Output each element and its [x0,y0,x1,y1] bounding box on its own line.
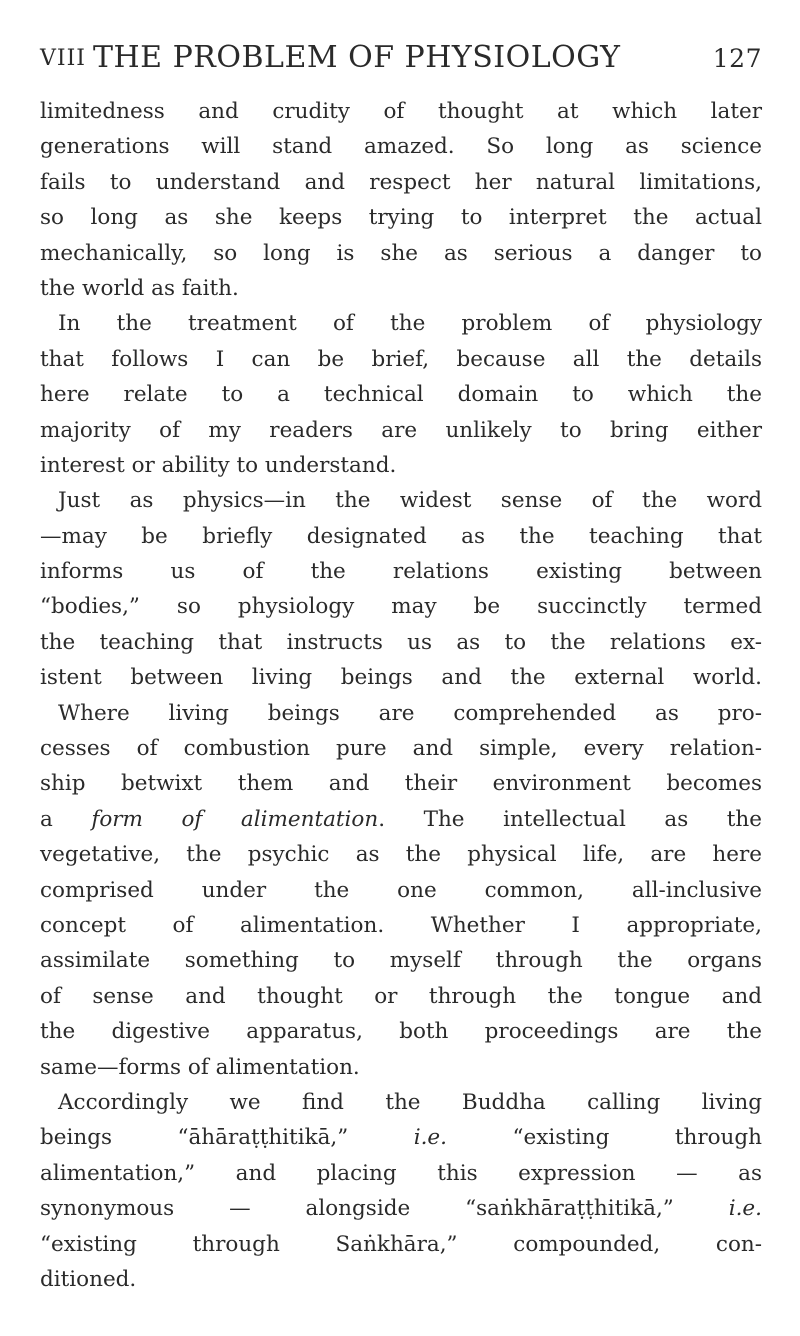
text-line: “bodies,” so physiology may be succinctly termed [40,594,762,620]
text-line: the world as faith. [40,275,239,301]
text-line: the digestive apparatus, both proceedings are the [40,1019,762,1045]
text-line: comprised under the one common, all-inclusive [40,877,762,903]
text-line: “existing through Saṅkhāra,” compounded, con- [40,1231,762,1257]
text-line: majority of my readers are unlikely to bring either [40,417,762,443]
book-page [40,0,762,1336]
chapter-number: VIII [40,46,86,71]
text-line: cesses of combustion pure and simple, every relation- [40,736,762,762]
text-line: vegetative, the psychic as the physical life, are here [40,842,762,868]
text-line: istent between living beings and the external world. [40,665,762,691]
text-line: so long as she keeps trying to interpret the actual [40,205,762,231]
running-header [40,40,762,90]
text-line: —may be briefly designated as the teaching that [40,523,762,549]
text-line: concept of alimentation. Whether I appropriate, [40,912,762,938]
text-line: alimentation,” and placing this expression — as [40,1160,762,1186]
text-line: interest or ability to understand. [40,452,397,478]
text-line: synonymous — alongside “saṅkhāraṭṭhitikā,” i.e. [40,1196,762,1222]
text-line: of sense and thought or through the tongue and [40,983,762,1009]
text-line: a form of alimentation. The intellectual as the [40,806,763,832]
text-line: ditioned. [40,1266,137,1292]
text-line: In the treatment of the problem of physiology [58,311,762,337]
text-line: the teaching that instructs us as to the relations ex- [40,629,762,655]
text-line: limitedness and crudity of thought at which later [40,99,762,124]
body-text [40,94,762,1297]
text-line: fails to understand and respect her natural limitations, [40,169,762,195]
text-line: informs us of the relations existing between [40,559,762,585]
text-line: beings “āhāraṭṭhitikā,” i.e. “existing through [40,1125,762,1151]
text-line: generations will stand amazed. So long as science [40,134,762,160]
text-line: Just as physics—in the widest sense of the word [58,488,762,514]
running-title: THE PROBLEM OF PHYSIOLOGY [93,40,621,75]
text-line: here relate to a technical domain to which the [40,382,762,408]
text-line: Where living beings are comprehended as pro- [58,700,762,726]
text-line: ship betwixt them and their environment becomes [40,771,762,797]
page-number: 127 [712,44,762,73]
text-line: same—forms of alimentation. [40,1054,360,1080]
text-line: mechanically, so long is she as serious a danger to [40,240,762,266]
text-line: Accordingly we find the Buddha calling living [58,1089,762,1115]
text-line: assimilate something to myself through the organs [40,948,762,974]
text-line: that follows I can be brief, because all the details [40,346,762,372]
